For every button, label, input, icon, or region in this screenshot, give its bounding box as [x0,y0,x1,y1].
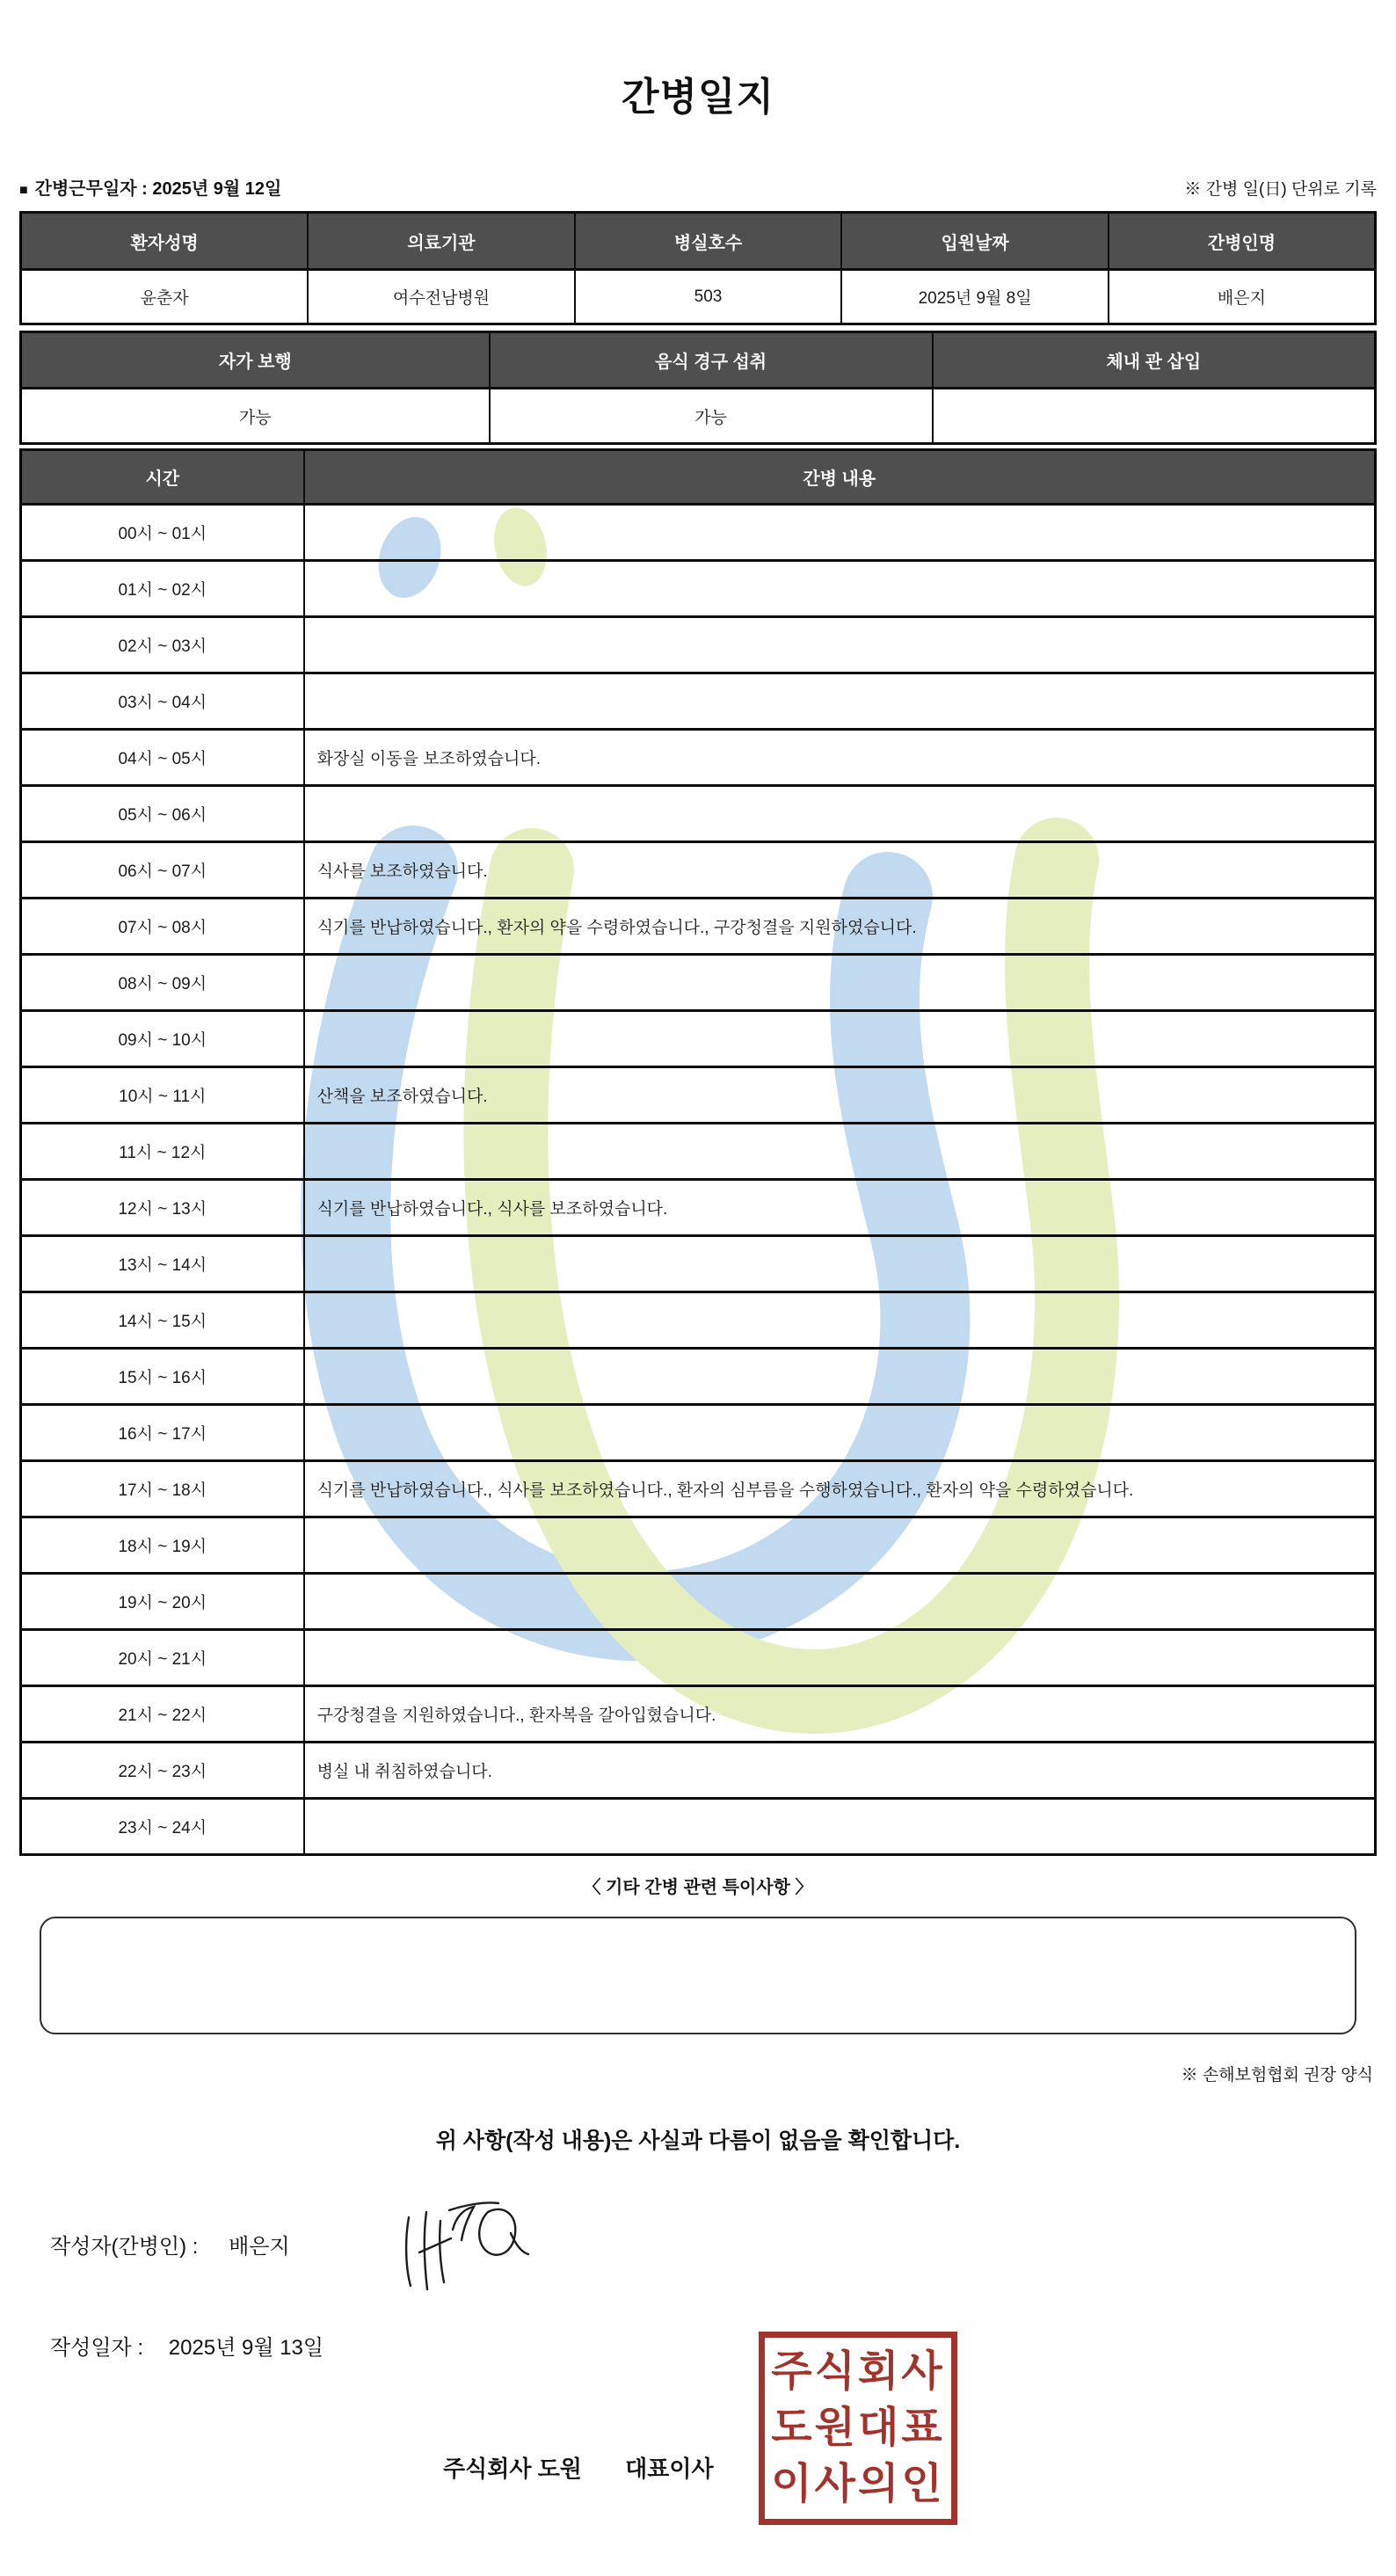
care-row-content [304,1124,1376,1180]
care-row-time: 22시 ~ 23시 [21,1743,304,1799]
care-row [21,1067,1376,1124]
handwritten-signature [400,2200,532,2295]
care-row-content [304,1574,1376,1630]
care-row-time: 17시 ~ 18시 [21,1461,304,1517]
care-row-content [304,505,1376,561]
header-caregiver-name: 간병인명 [1109,213,1376,270]
work-date-line [19,174,281,200]
care-row [21,1011,1376,1067]
care-row [21,730,1376,786]
care-row-time: 01시 ~ 02시 [21,561,304,617]
header-patient-name: 환자성명 [21,213,309,270]
header-self-walking: 자가 보행 [21,332,490,389]
care-row-time: 19시 ~ 20시 [21,1574,304,1630]
care-row [21,1799,1376,1855]
square-bullet-icon: ■ [19,183,28,198]
work-date-value: 2025년 9월 12일 [152,179,282,199]
header-care-content: 간병 내용 [304,450,1376,505]
care-row [21,1630,1376,1686]
value-tube-insertion [933,389,1376,444]
care-row-time: 07시 ~ 08시 [21,899,304,955]
care-row-content: 식기를 반납하였습니다., 환자의 약을 수령하였습니다., 구강청결을 지원하였습니다. [304,899,1376,955]
value-admission-date: 2025년 9월 8일 [841,270,1109,324]
care-row-time: 15시 ~ 16시 [21,1349,304,1405]
care-row-content [304,955,1376,1011]
care-row [21,899,1376,955]
care-row-content: 식사를 보조하였습니다. [304,842,1376,899]
work-date-label: 간병근무일자 : [34,179,148,199]
care-row-time: 20시 ~ 21시 [21,1630,304,1686]
writer-name: 배은지 [229,2235,290,2259]
care-row-content: 산책을 보조하였습니다. [304,1067,1376,1124]
page-title: 간병일지 [621,76,774,119]
unit-note: ※ 간병 일(日) 단위로 기록 [1184,180,1377,199]
care-row-content: 화장실 이동을 보조하였습니다. [304,730,1376,786]
value-room-number: 503 [575,270,842,324]
care-row-content [304,1292,1376,1349]
care-row-content [304,1011,1376,1067]
care-row-time: 13시 ~ 14시 [21,1236,304,1292]
recommended-form-note: ※ 손해보험협회 권장 양식 [1181,2066,1373,2085]
care-row [21,673,1376,730]
care-row [21,1180,1376,1236]
care-row [21,1236,1376,1292]
care-row [21,1292,1376,1349]
care-row-content: 구강청결을 지원하였습니다., 환자복을 갈아입혔습니다. [304,1686,1376,1743]
care-row [21,786,1376,842]
writer-label: 작성자(간병인) : [50,2235,199,2259]
care-row [21,1686,1376,1743]
meta-row [19,174,1377,200]
care-row-content [304,1349,1376,1405]
care-row-content [304,1236,1376,1292]
stamp-line: 이사의인 [771,2461,945,2507]
header-room-number: 병실호수 [575,213,842,270]
care-row-content: 식기를 반납하였습니다., 식사를 보조하였습니다. [304,1180,1376,1236]
care-row-time: 02시 ~ 03시 [21,617,304,673]
care-header-row [21,450,1376,505]
care-row-time: 14시 ~ 15시 [21,1292,304,1349]
care-row [21,1405,1376,1461]
care-row-content: 식기를 반납하였습니다., 식사를 보조하였습니다., 환자의 심부름을 수행하였습니다., 환자의 약을 수령하였습니다. [304,1461,1376,1517]
header-oral-intake: 음식 경구 섭취 [490,332,933,389]
care-row-time: 11시 ~ 12시 [21,1124,304,1180]
corporate-seal-stamp [759,2332,957,2525]
special-notes-caption: 〈 기타 간병 관련 특이사항 〉 [583,1878,813,1897]
value-patient-name: 윤춘자 [21,270,309,324]
care-row-time: 21시 ~ 22시 [21,1686,304,1743]
header-medical-institution: 의료기관 [308,213,575,270]
written-date-label: 작성일자 : [50,2336,144,2360]
care-row [21,561,1376,617]
care-row-time: 04시 ~ 05시 [21,730,304,786]
patient-status-table [19,331,1377,445]
value-medical-institution: 여수전남병원 [308,270,575,324]
care-table-body [21,505,1376,1855]
confirmation-statement: 위 사항(작성 내용)은 사실과 다름이 없음을 확인합니다. [435,2128,961,2153]
care-row-time: 00시 ~ 01시 [21,505,304,561]
ceo-title: 대표이사 [625,2456,714,2482]
care-row-content [304,617,1376,673]
header-time: 시간 [21,450,304,505]
care-row [21,842,1376,899]
care-row [21,1461,1376,1517]
care-row-time: 16시 ~ 17시 [21,1405,304,1461]
care-row-time: 05시 ~ 06시 [21,786,304,842]
value-self-walking: 가능 [21,389,490,444]
care-row-content [304,673,1376,730]
stamp-line: 주식회사 [771,2348,945,2395]
company-line [443,2451,714,2484]
care-row [21,1574,1376,1630]
care-row-time: 08시 ~ 09시 [21,955,304,1011]
patient-value-row [21,270,1376,324]
written-date-line [50,2330,324,2361]
care-row [21,1349,1376,1405]
patient-info-table [19,211,1377,325]
value-oral-intake: 가능 [490,389,933,444]
care-row-content [304,786,1376,842]
care-row-content [304,561,1376,617]
care-row [21,1124,1376,1180]
care-row-content [304,1517,1376,1574]
care-row-content [304,1630,1376,1686]
care-log-table [19,448,1377,1856]
care-row-time: 06시 ~ 07시 [21,842,304,899]
header-admission-date: 입원날짜 [841,213,1109,270]
care-row-time: 23시 ~ 24시 [21,1799,304,1855]
care-row-content: 병실 내 취침하였습니다. [304,1743,1376,1799]
patient-header-row [21,213,1376,270]
special-notes-box [40,1917,1356,2034]
status-header-row [21,332,1376,389]
care-row-content [304,1799,1376,1855]
care-row [21,1517,1376,1574]
care-row-time: 10시 ~ 11시 [21,1067,304,1124]
care-row [21,617,1376,673]
header-tube-insertion: 체내 관 삽입 [933,332,1376,389]
value-caregiver-name: 배은지 [1109,270,1376,324]
status-value-row [21,389,1376,444]
company-name: 주식회사 도원 [443,2456,582,2482]
care-row [21,1743,1376,1799]
stamp-line: 도원대표 [771,2405,945,2451]
care-row [21,505,1376,561]
writer-line [50,2229,290,2259]
care-row-content [304,1405,1376,1461]
care-row-time: 03시 ~ 04시 [21,673,304,730]
care-row [21,955,1376,1011]
care-row-time: 18시 ~ 19시 [21,1517,304,1574]
written-date-value: 2025년 9월 13일 [168,2336,324,2360]
care-row-time: 12시 ~ 13시 [21,1180,304,1236]
care-row-time: 09시 ~ 10시 [21,1011,304,1067]
